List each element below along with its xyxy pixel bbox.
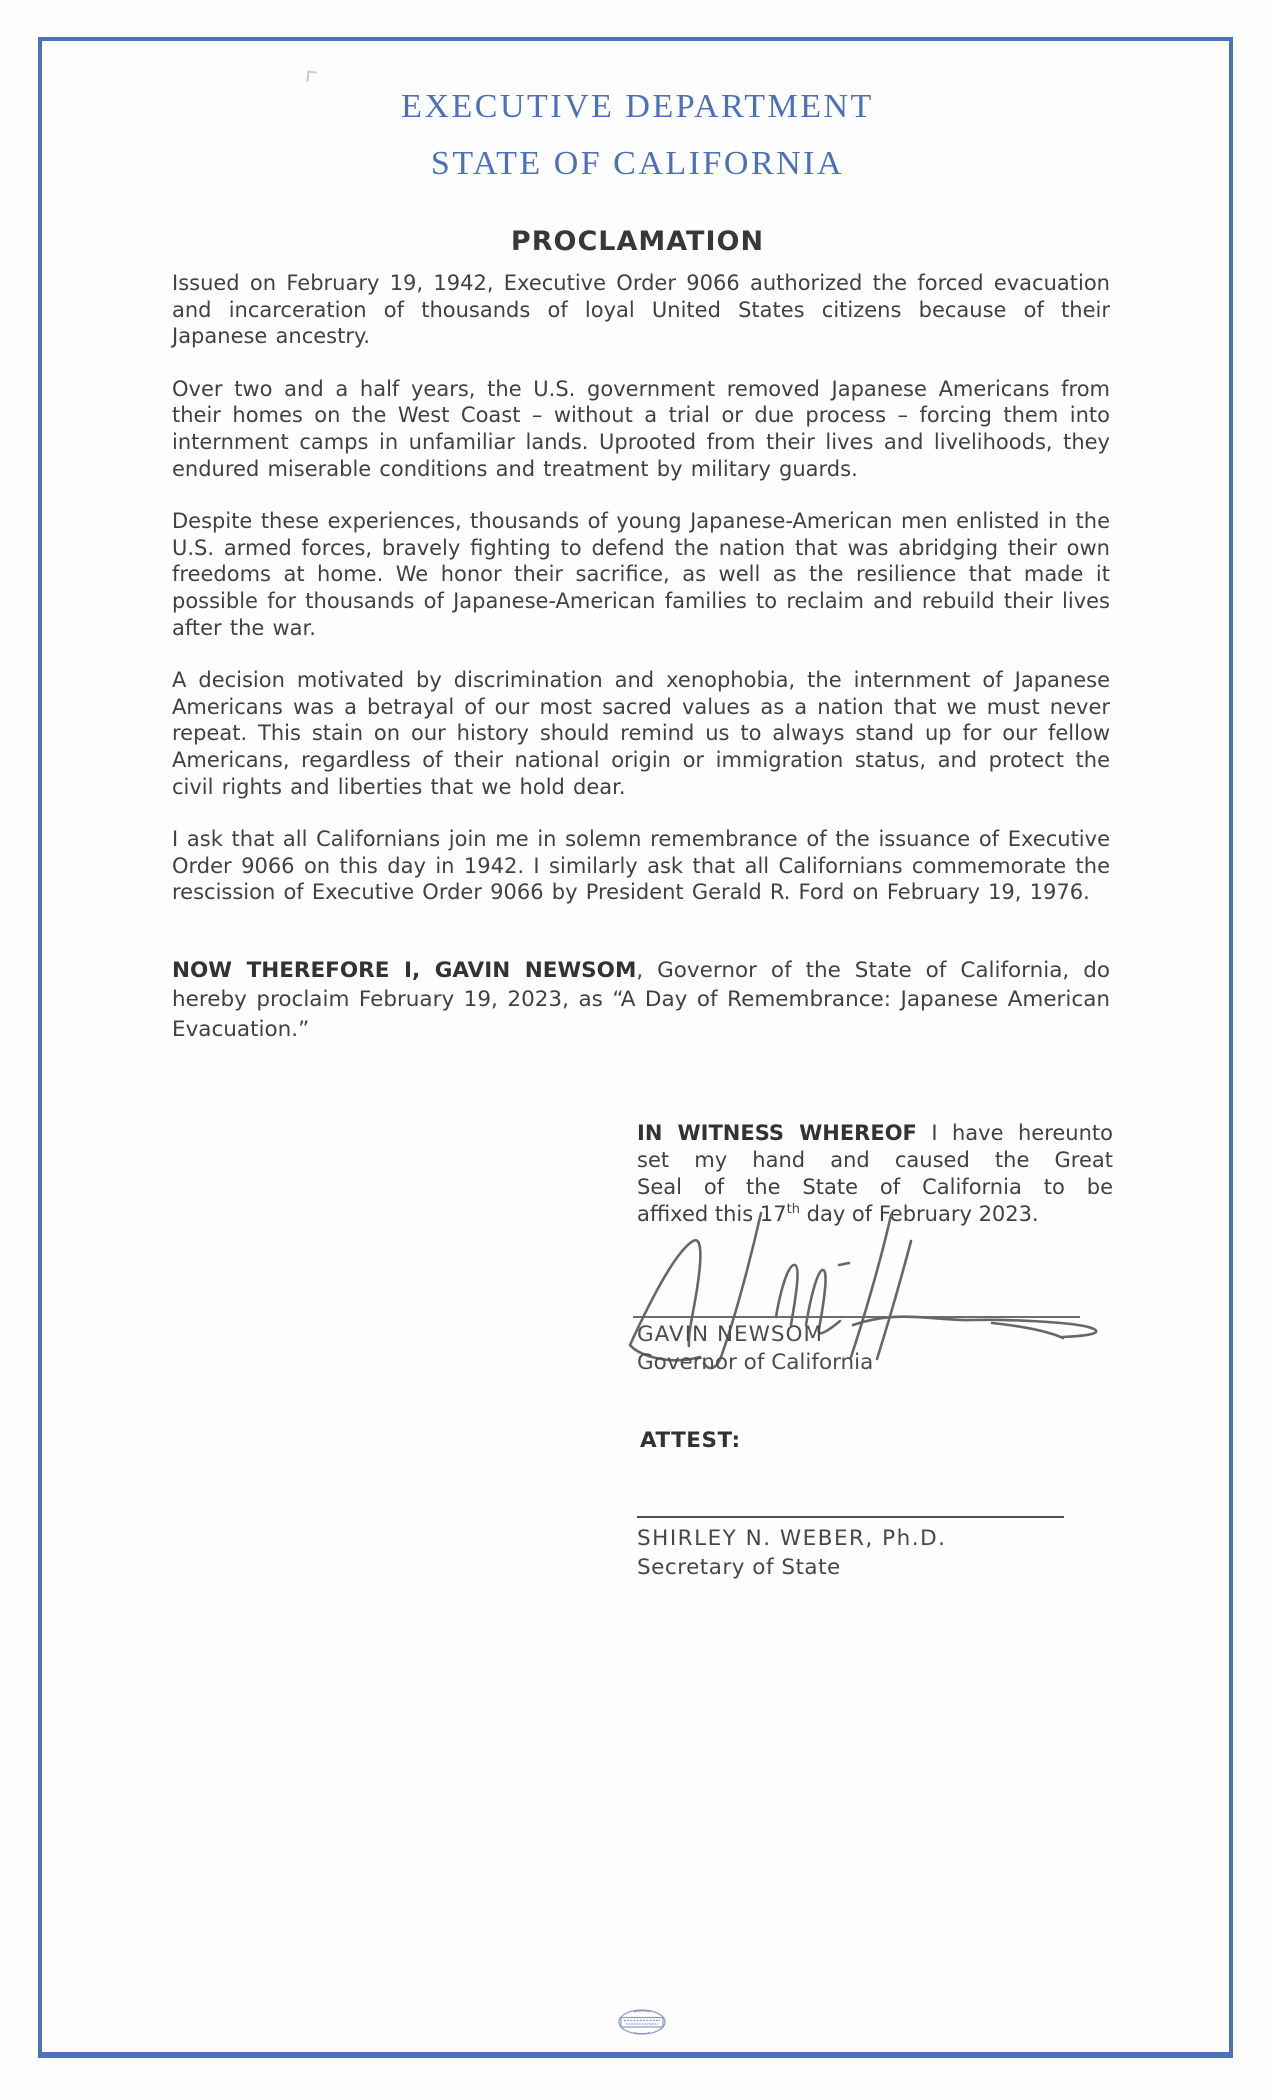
witness-line-2: set my hand and caused the Great [637,1148,1113,1172]
secretary-role: Secretary of State [637,1555,841,1580]
witness-date-start: affixed this 17 [637,1202,787,1226]
secretary-signature-line [637,1516,1064,1518]
paragraph-issuance: Issued on February 19, 1942, Executive Order 9066 authorized the forced evacuation and incarceration of thousands of loyal United States citizens because of their Japanese ancestry. [172,271,1110,349]
witness-ordinal-suffix: th [786,1202,800,1217]
decree-rest-text: , Governor of the State of California, do hereby proclaim February 19, 2023, as “A Day of Remembrance: Japanese American Evacuation.” [172,957,1110,1042]
proclamation-title: PROCLAMATION [510,226,765,257]
witness-bold-text: IN WITNESS WHEREOF [637,1121,917,1145]
paragraph-betrayal: A decision motivated by discrimination and xenophobia, the internment of Japanese Americans was a betrayal of our most sacred values as a nation that we must never repeat. This stain on our history should remind us to always stand up for our fellow Americans, regardless of their national origin or immigration status, and protect the civil rights and liberties that we hold dear. [172,668,1110,799]
letterhead-department: EXECUTIVE DEPARTMENT [401,88,874,125]
attest-label: ATTEST: [640,1428,741,1453]
letterhead-state: STATE OF CALIFORNIA [430,145,845,182]
decree-paragraph [172,956,1110,1045]
witness-line-3: Seal of the State of California to be [637,1175,1113,1199]
signatory-role: Governor of California [637,1350,874,1375]
proclamation-body [172,270,1110,1070]
witness-date-end: day of February 2023. [799,1202,1039,1226]
paragraph-service: Despite these experiences, thousands of young Japanese-American men enlisted in the U.S. armed forces, bravely fighting to defend the nation that was abridging their own freedoms at home. We honor their sacrifice, as well as the resilience that made it possible for thousands of Japanese-American families to reclaim and rebuild their lives after the war. [172,509,1110,640]
letterhead [0,78,1275,192]
witness-line-1-rest: I have hereunto [916,1121,1113,1145]
secretary-name: SHIRLEY N. WEBER, Ph.D. [637,1526,947,1551]
witness-line-1 [637,1120,1113,1147]
paragraph-removal: Over two and a half years, the U.S. government removed Japanese Americans from their homes on the West Coast – without a trial or due process – forcing them into internment camps in unfamiliar lands. Uprooted from their lives and livelihoods, they endured miserable conditions and treatment by military guards. [172,376,1110,481]
paragraph-remembrance: I ask that all Californians join me in solemn remembrance of the issuance of Executive Order 9066 on this day in 1942. I similarly ask that all Californians commemorate the rescission of Executive Order 9066 by President Gerald R. Ford on February 19, 1976. [172,827,1110,905]
decree-bold-text: NOW THEREFORE I, GAVIN NEWSOM [172,957,637,983]
union-label-stamp-icon [616,2007,668,2037]
signatory-name: GAVIN NEWSOM [637,1322,824,1347]
